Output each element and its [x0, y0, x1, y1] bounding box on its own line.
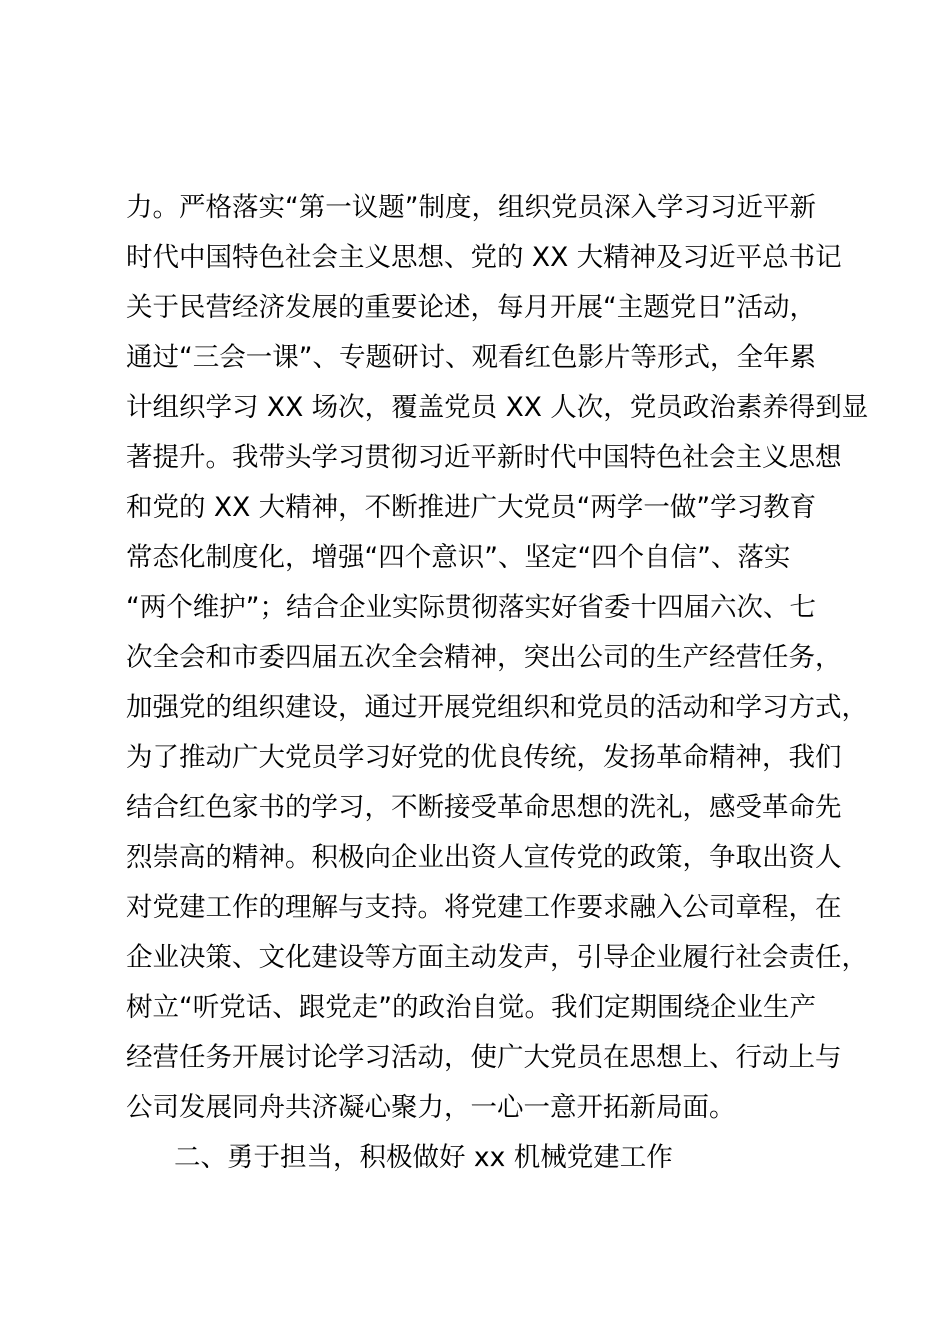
paragraph-line: 对党建工作的理解与支持。将党建工作要求融入公司章程，在: [126, 892, 842, 923]
paragraph-line: “两个维护”；结合企业实际贯彻落实好省委十四届六次、七: [126, 592, 816, 623]
paragraph-line: 企业决策、文化建设等方面主动发声，引导企业履行社会责任，: [126, 942, 868, 973]
paragraph-line: 结合红色家书的学习，不断接受革命思想的洗礼，感受革命先: [126, 792, 842, 823]
paragraph-line: 时代中国特色社会主义思想、党的 XX 大精神及习近平总书记: [126, 242, 842, 273]
paragraph-line: 公司发展同舟共济凝心聚力，一心一意开拓新局面。: [126, 1092, 736, 1123]
paragraph-line: 为了推动广大党员学习好党的优良传统，发扬革命精神，我们: [126, 742, 842, 773]
paragraph-line: 经营任务开展讨论学习活动，使广大党员在思想上、行动上与: [126, 1042, 842, 1073]
paragraph-line: 常态化制度化，增强“四个意识”、坚定“四个自信”、落实: [126, 542, 791, 573]
paragraph-line: 著提升。我带头学习贯彻习近平新时代中国特色社会主义思想: [126, 442, 842, 473]
paragraph-line: 通过“三会一课”、专题研讨、观看红色影片等形式，全年累: [126, 342, 816, 373]
paragraph-line: 烈崇高的精神。积极向企业出资人宣传党的政策，争取出资人: [126, 842, 842, 873]
paragraph-line: 和党的 XX 大精神，不断推进广大党员“两学一做”学习教育: [126, 492, 817, 523]
paragraph-line: 加强党的组织建设，通过开展党组织和党员的活动和学习方式，: [126, 692, 868, 723]
paragraph-line: 树立“听党话、跟党走”的政治自觉。我们定期围绕企业生产: [126, 992, 816, 1023]
paragraph-line: 次全会和市委四届五次全会精神，突出公司的生产经营任务，: [126, 642, 842, 673]
section-heading: 二、勇于担当，积极做好 xx 机械党建工作: [174, 1142, 673, 1173]
paragraph-line: 计组织学习 XX 场次，覆盖党员 XX 人次，党员政治素养得到显: [126, 392, 869, 423]
paragraph-line: 关于民营经济发展的重要论述，每月开展“主题党日”活动，: [126, 292, 816, 323]
paragraph-line: 力。严格落实“第一议题”制度，组织党员深入学习习近平新: [126, 192, 816, 223]
